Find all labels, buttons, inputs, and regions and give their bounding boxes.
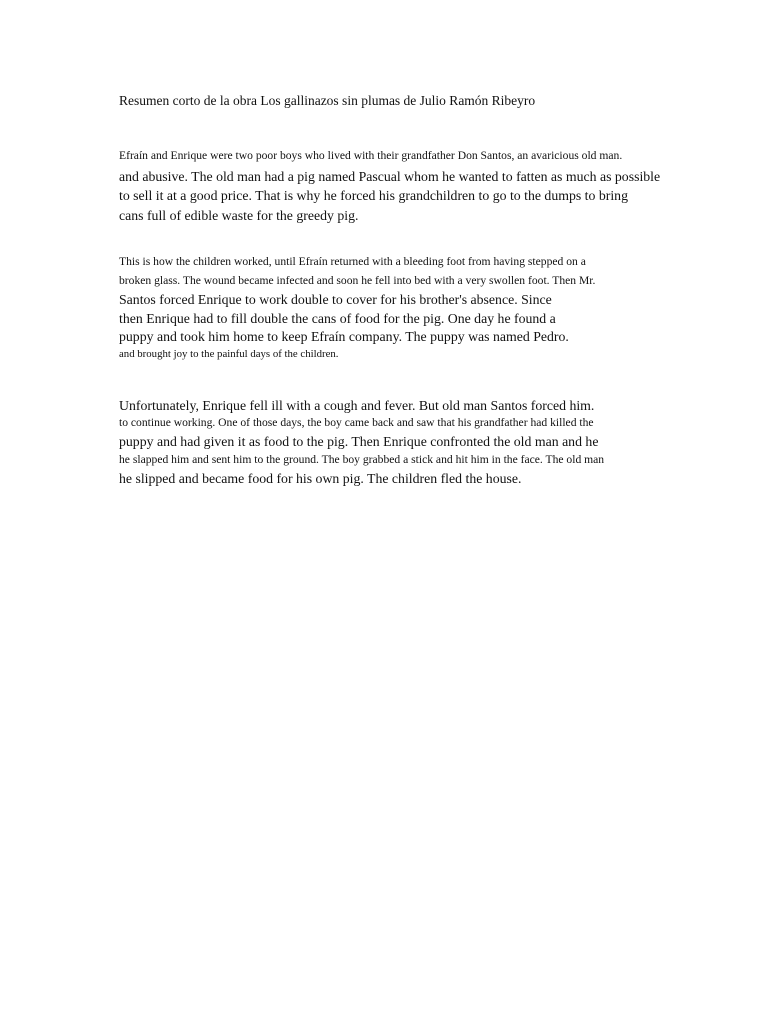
paragraph-3 xyxy=(119,399,604,490)
paragraph-line: to sell it at a good price. That is why he forced his grandchildren to go to the dumps to bring xyxy=(119,188,628,203)
paragraph-line: and brought joy to the painful days of the children. xyxy=(119,347,339,360)
paragraph-line: to continue working. One of those days, the boy came back and saw that his grandfather had killed the xyxy=(119,416,594,430)
paragraph-line: Efraín and Enrique were two poor boys who lived with their grandfather Don Santos, an avaricious old man. xyxy=(119,149,623,162)
paragraph-2 xyxy=(119,256,595,368)
paragraph-line: he slapped him and sent him to the ground. The boy grabbed a stick and hit him in the face. The old man xyxy=(119,452,605,466)
paragraph-line: then Enrique had to fill double the cans of food for the pig. One day he found a xyxy=(119,310,556,326)
paragraph-line: Unfortunately, Enrique fell ill with a cough and fever. But old man Santos forced him. xyxy=(119,398,595,413)
paragraph-line: broken glass. The wound became infected and soon he fell into bed with a very swollen foot. Then Mr. xyxy=(119,273,596,287)
paragraph-line: cans full of edible waste for the greedy pig. xyxy=(119,207,359,223)
paragraph-line: puppy and had given it as food to the pig. Then Enrique confronted the old man and he xyxy=(119,434,599,450)
paragraph-line: puppy and took him home to keep Efraín company. The puppy was named Pedro. xyxy=(119,329,569,345)
paragraph-line: and abusive. The old man had a pig named Pascual whom he wanted to fatten as much as possible xyxy=(119,168,661,184)
document-title: Resumen corto de la obra Los gallinazos sin plumas de Julio Ramón Ribeyro xyxy=(119,93,536,108)
paragraph-line: This is how the children worked, until Efraín returned with a bleeding foot from having stepped on a xyxy=(119,255,586,268)
paragraph-1 xyxy=(119,150,660,228)
paragraph-line: he slipped and became food for his own pig. The children fled the house. xyxy=(119,470,522,486)
paragraph-line: Santos forced Enrique to work double to cover for his brother's absence. Since xyxy=(119,292,552,308)
